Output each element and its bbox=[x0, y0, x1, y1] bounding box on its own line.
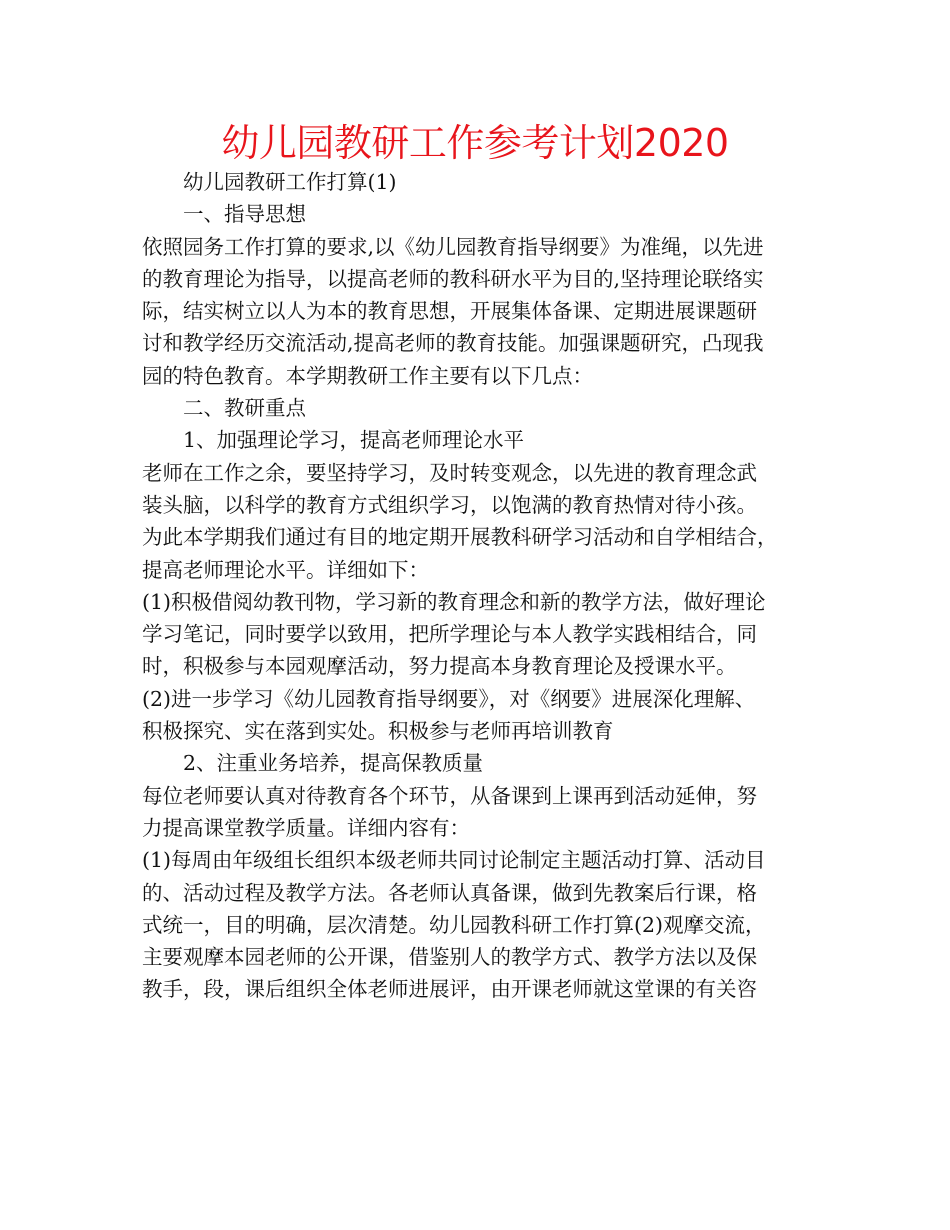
paragraph-line: 际，结实树立以人为本的教育思想，开展集体备课、定期进展课题研 bbox=[142, 299, 757, 324]
subheading-theory-study: 1、加强理论学习，提高老师理论水平 bbox=[183, 428, 525, 453]
paragraph-line: 力提高课堂教学质量。详细内容有： bbox=[142, 815, 470, 840]
subheading-professional-training: 2、注重业务培养，提高保教质量 bbox=[183, 751, 484, 776]
paragraph-line: 的、活动过程及教学方法。各老师认真备课，做到先教案后行课，格 bbox=[142, 880, 757, 905]
paragraph-line: (2)进一步学习《幼儿园教育指导纲要》，对《纲要》进展深化理解、 bbox=[142, 686, 756, 711]
paragraph-line: 主要观摩本园老师的公开课，借鉴别人的教学方式、教学方法以及保 bbox=[142, 945, 757, 970]
paragraph-line: 学习笔记，同时要学以致用，把所学理论与本人教学实践相结合，同 bbox=[142, 622, 757, 647]
heading-guiding-thought: 一、指导思想 bbox=[183, 202, 306, 227]
paragraph-line: 为此本学期我们通过有目的地定期开展教科研学习活动和自学相结合， bbox=[142, 525, 778, 550]
section-subtitle: 幼儿园教研工作打算(1) bbox=[183, 170, 397, 194]
paragraph-line: 式统一，目的明确，层次清楚。幼儿园教科研工作打算(2)观摩交流， bbox=[142, 912, 766, 937]
document-title: 幼儿园教研工作参考计划2020 bbox=[221, 121, 729, 165]
paragraph-line: 每位老师要认真对待教育各个环节，从备课到上课再到活动延伸，努 bbox=[142, 783, 757, 808]
paragraph-line: 依照园务工作打算的要求,以《幼儿园教育指导纲要》为准绳，以先进 bbox=[142, 234, 764, 259]
document-body bbox=[142, 166, 812, 1006]
paragraph-line: 讨和教学经历交流活动,提高老师的教育技能。加强课题研究，凸现我 bbox=[142, 331, 764, 356]
paragraph-line: (1)积极借阅幼教刊物，学习新的教育理念和新的教学方法，做好理论 bbox=[142, 589, 766, 614]
paragraph-line: 教手，段，课后组织全体老师进展评，由开课老师就这堂课的有关咨 bbox=[142, 977, 757, 1002]
paragraph-line: 装头脑，以科学的教育方式组织学习，以饱满的教育热情对待小孩。 bbox=[142, 492, 757, 517]
paragraph-line: 老师在工作之余，要坚持学习，及时转变观念，以先进的教育理念武 bbox=[142, 460, 757, 485]
paragraph-line: 积极探究、实在落到实处。积极参与老师再培训教育 bbox=[142, 719, 614, 744]
paragraph-line: 园的特色教育。本学期教研工作主要有以下几点： bbox=[142, 363, 593, 388]
heading-research-focus: 二、教研重点 bbox=[183, 396, 306, 421]
paragraph-line: 提高老师理论水平。详细如下： bbox=[142, 557, 429, 582]
paragraph-line: (1)每周由年级组长组织本级老师共同讨论制定主题活动打算、活动目 bbox=[142, 848, 766, 873]
paragraph-line: 的教育理论为指导，以提高老师的教科研水平为目的,坚持理论联络实 bbox=[142, 266, 764, 291]
paragraph-line: 时，积极参与本园观摩活动，努力提高本身教育理论及授课水平。 bbox=[142, 654, 737, 679]
